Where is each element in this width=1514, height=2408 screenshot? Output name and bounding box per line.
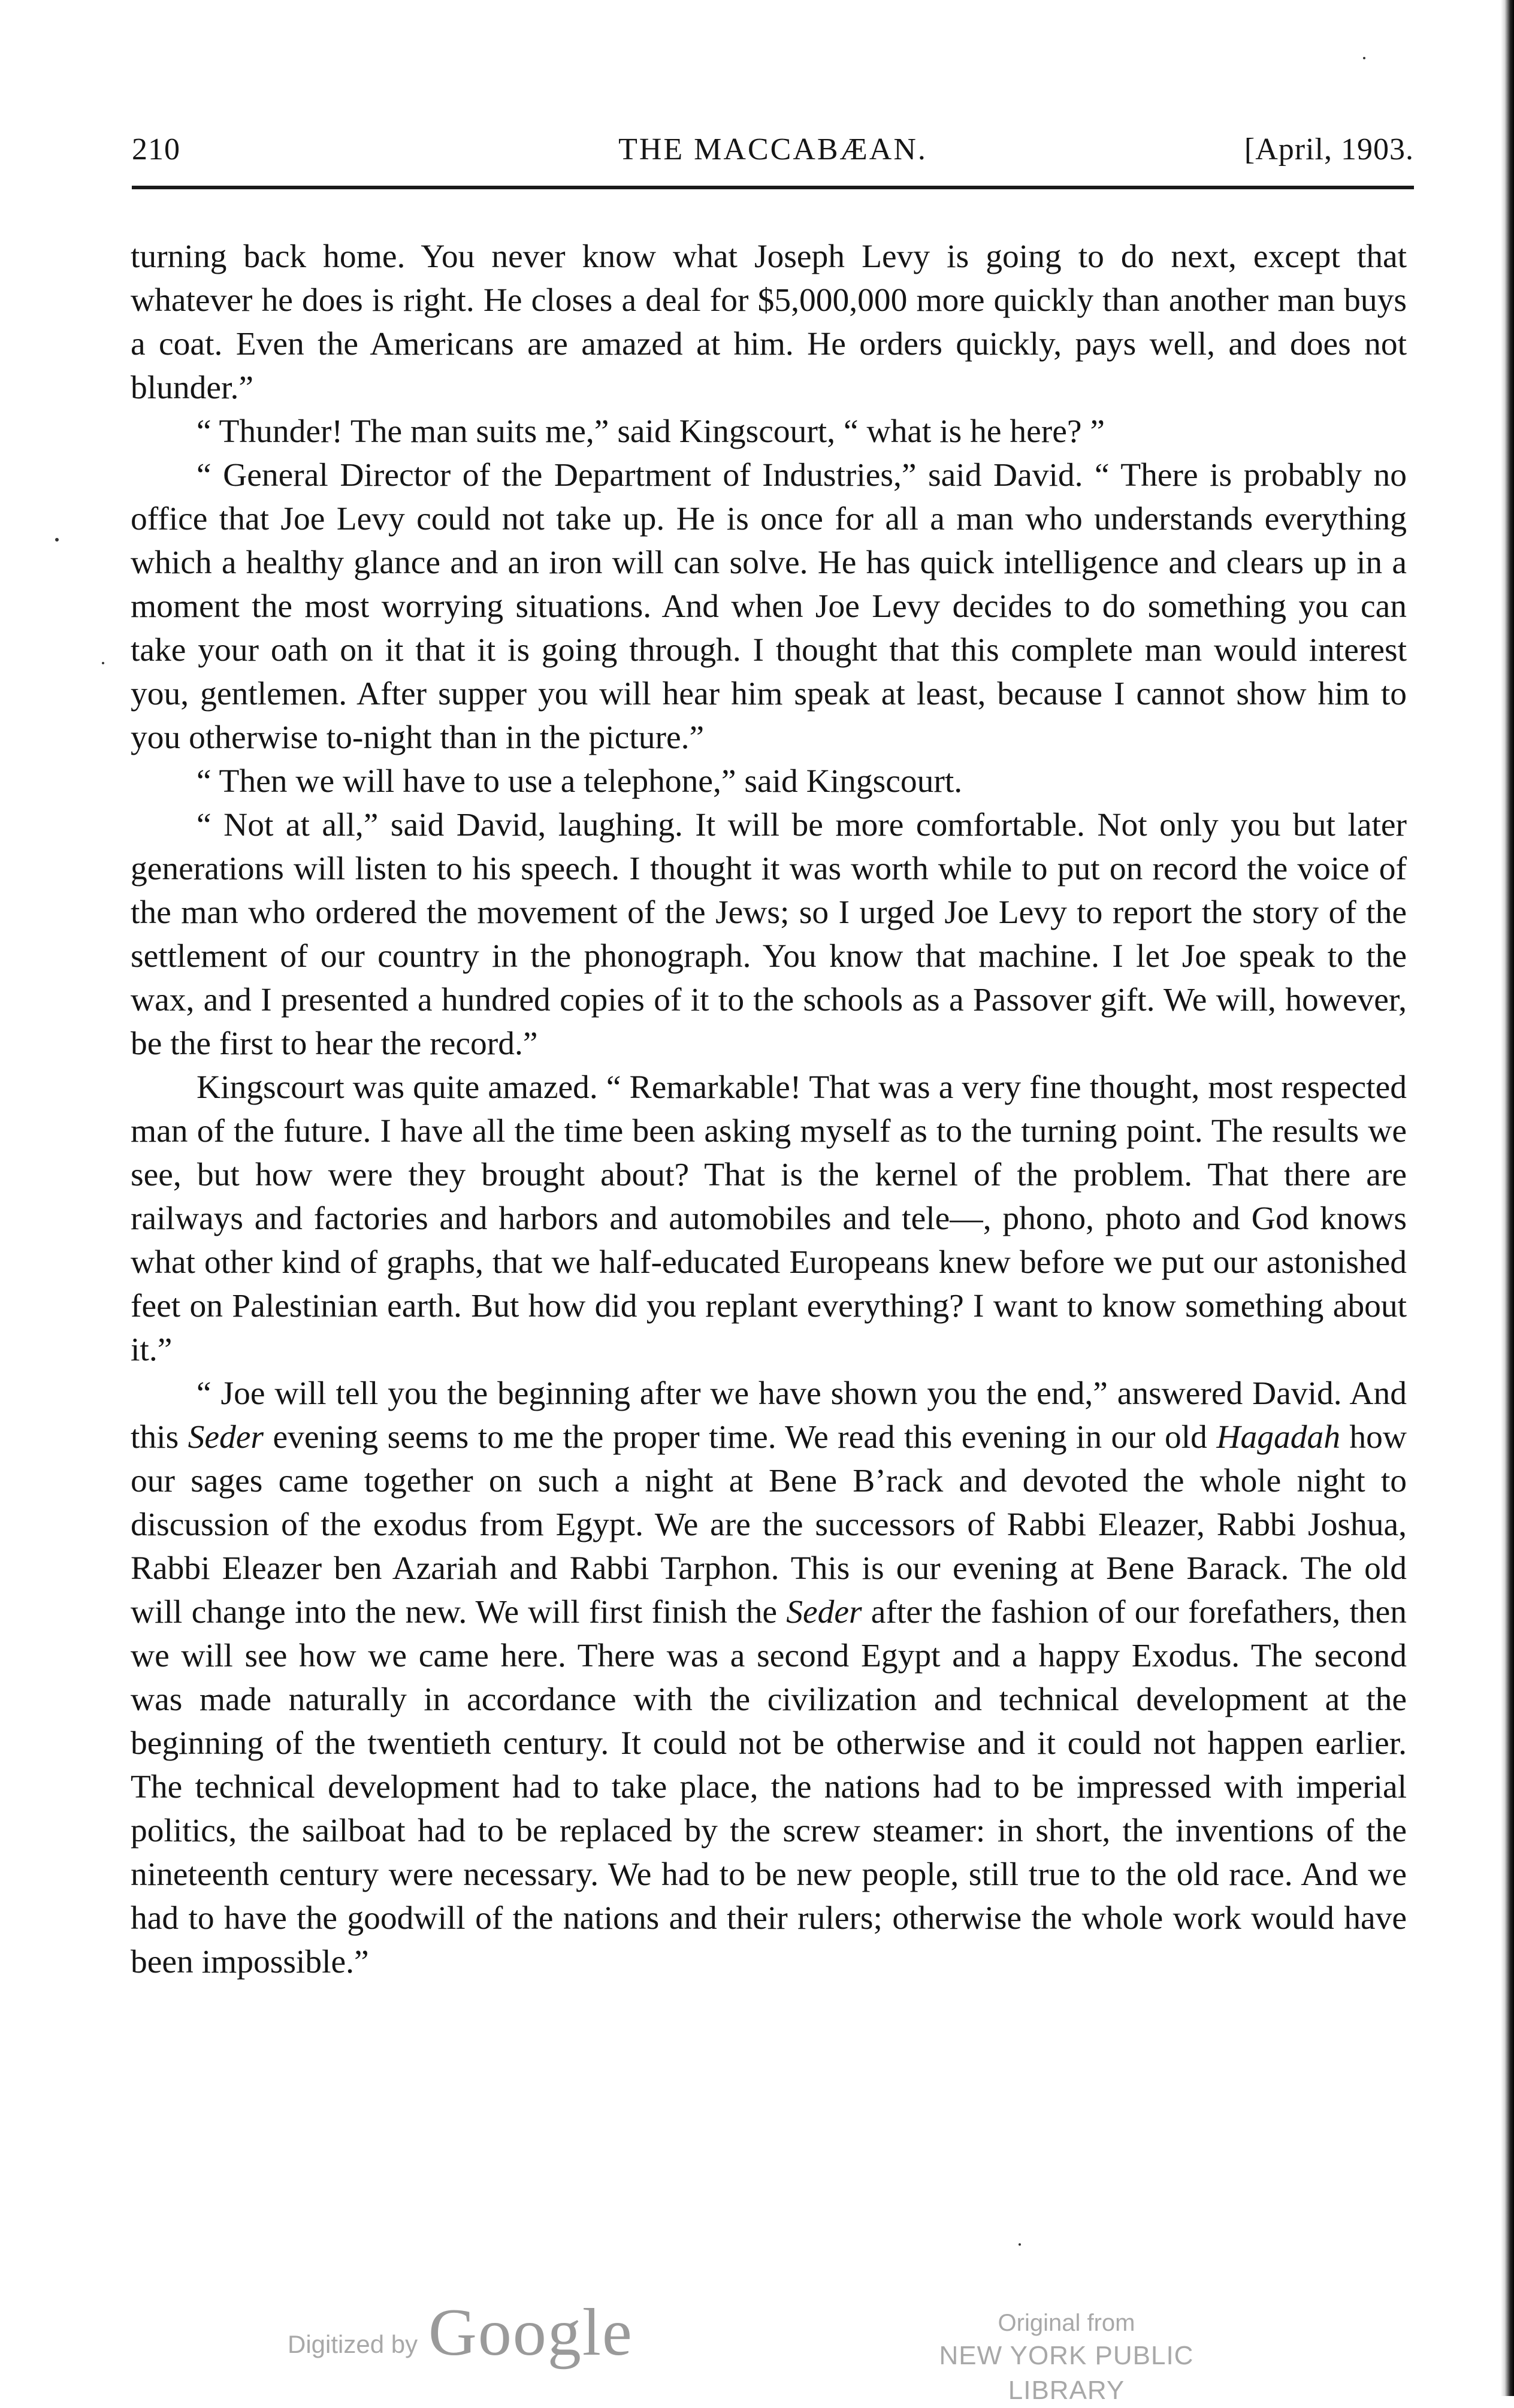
digitized-by-label: Digitized by [288,2330,418,2358]
text-run: after the fashion of our forefathers, then we will see how we came here. There was a second Egypt and a happy Exodus. The second was made naturally in accordance with the civilization and technical development at the beginning of the twentieth century. It could not be otherwise and it could not happen earlier. The technical development had to take place, the nations had to be impressed with imperial politics, the sailboat had to be replaced by the screw steamer: in short, the inventions of the nineteenth century were necessary. We had to be new people, still true to the old race. And we had to have the goodwill of the nations and their rulers; otherwise the whole work would have been impossible.” [131,1594,1407,1980]
page-number: 210 [132,132,180,167]
text-run: Kingscourt was quite amazed. “ Remarkable! That was a very fine thought, most respected man of the future. I have all the time been asking myself as to the turning point. The results we see, but how were they brought about? That is the kernel of the problem. That there are railways and factories and harbors and automobiles and tele—, phono, photo and God knows what other kind of graphs, that we half-educated Europeans knew before we put our astonished feet on Palestinian earth. But how did you replant everything? I want to know something about it.” [131,1069,1407,1368]
footer [0,2294,1514,2405]
paragraph [131,410,1407,453]
text-run: “ Joe will tell you the beginning after we have shown you the end,” answered David. And this [131,1375,1407,1456]
text-run: how our sages came together on such a night at Bene B’rack and devoted the whole night to discussion of the exodus from Egypt. We are the successors of Rabbi Eleazer, Rabbi Joshua, Rabbi Eleazer ben Azariah and Rabbi Tarphon. This is our evening at Bene Barack. The old will change into the new. We will first finish the [131,1419,1407,1630]
text-run: “ Thunder! The man suits me,” said Kingscourt, “ what is he here? ” [197,413,1105,450]
issue-date: [April, 1903. [1244,132,1414,167]
text-run: “ Not at all,” said David, laughing. It will be more comfortable. Not only you but later generations will listen to his speech. I thought it was worth while to put on record the voice of the man who ordered the movement of the Jews; so I urged Joe Levy to report the story of the settlement of our country in the phonograph. You know that machine. I let Joe speak to the wax, and I presented a hundred copies of it to the schools as a Passover gift. We will, however, be the first to hear the record.” [131,807,1407,1062]
scan-speck [55,538,59,542]
google-logo: Google [428,2295,633,2370]
text-run: evening seems to me the proper time. We read this evening in our old [264,1419,1217,1456]
library-attribution [881,2307,1252,2408]
running-head [132,132,1414,174]
italic-term: Seder [786,1594,862,1630]
journal-title: THE MACCABÆAN. [618,132,927,167]
paragraph [131,1372,1407,1984]
paragraph [131,760,1407,803]
body-text [131,235,1407,1984]
scan-speck [1019,2243,1021,2246]
header-rule [132,186,1414,189]
paragraph [131,803,1407,1066]
paragraph [131,453,1407,760]
paragraph [131,1066,1407,1372]
scan-speck [102,662,104,664]
text-run: turning back home. You never know what Joseph Levy is going to do next, except that whatever he does is right. He closes a deal for $5,000,000 more quickly than another man buys a coat. Even the Americans are amazed at him. He orders quickly, pays well, and does not blunder.” [131,238,1407,406]
scan-speck [1363,57,1365,59]
italic-term: Seder [188,1419,264,1456]
scan-edge-shadow [1501,0,1514,2396]
text-run: “ General Director of the Department of Industries,” said David. “ There is probably no office that Joe Levy could not take up. He is once for all a man who understands everything which a healthy glance and an iron will can solve. He has quick intelligence and clears up in a moment the most worrying situations. And when Joe Levy decides to do something you can take your oath on it that it is going through. I thought that this complete man would interest you, gentlemen. After supper you will hear him speak at least, because I cannot show him to you otherwise to-night than in the picture.” [131,457,1407,756]
italic-term: Hagadah [1216,1419,1340,1456]
library-name: NEW YORK PUBLIC LIBRARY [939,2341,1194,2405]
original-from-label: Original from [998,2310,1135,2336]
text-run: “ Then we will have to use a telephone,” said Kingscourt. [197,763,963,800]
paragraph [131,235,1407,410]
